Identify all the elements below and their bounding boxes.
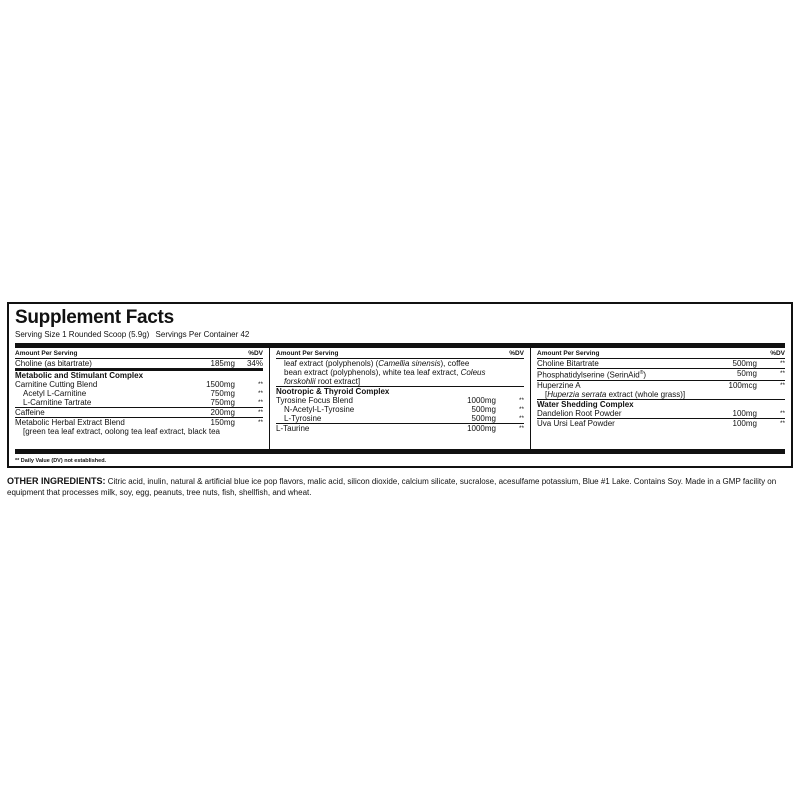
nutrient-dv: ** [779,409,785,417]
facts-columns [15,348,785,449]
nutrient-amount: 100mg [732,418,757,428]
nutrient-dv: ** [518,397,524,404]
header-dv: %DV [509,350,524,357]
nutrient-name: L-Carnitine Tartrate [23,398,92,407]
nutrient-amount: 200mg [210,408,235,417]
nutrient-row-l-tyrosine [276,414,524,424]
nutrient-amount: 500mg [471,414,496,423]
nutrient-amount: 185mg [210,359,235,368]
text-fragment: [ [545,389,548,399]
column-header [276,350,524,359]
nutrient-name: Huperzine A [537,380,581,390]
header-dv: %DV [248,350,263,357]
nutrient-row-phosphatidylserine [537,369,785,381]
nutrient-row-uva-ursi [537,419,785,428]
header-amount: Amount Per Serving [276,350,339,357]
nutrient-row-huperzine [537,381,785,390]
text-fragment: Phosphatidylserine (SerinAid [537,370,640,380]
nutrient-row-carnitine-tartrate [15,398,263,408]
other-ingredients-text: Citric acid, inulin, natural & artificial blue ice pop flavors, malic acid, silicon dioxide, calcium silicate, sucralose, acesulfame potassium, Blue #1 Lake. Contains Soy. Made in a GMP facility on equipment that processes milk, soy, egg, peanuts, tree nuts, fish, shellfish, and wheat. [7,477,777,497]
header-amount: Amount Per Serving [537,350,600,357]
nutrient-row-acetyl-carnitine [15,389,263,398]
nutrient-name: L-Tyrosine [284,414,322,423]
section-heading-water [537,400,785,409]
nutrient-dv: ** [779,381,785,389]
nutrient-amount: 750mg [210,398,235,407]
supplement-facts-title: Supplement Facts [15,307,174,328]
thick-divider-bottom [15,449,785,454]
nutrient-dv: ** [257,409,263,416]
nutrient-amount: 500mg [471,405,496,414]
nutrient-dv: ** [518,425,524,432]
other-ingredients [7,476,793,498]
nutrient-amount: 1500mg [206,380,235,389]
nutrient-name: Metabolic Herbal Extract Blend [15,418,125,427]
column-header [537,350,785,359]
nutrient-dv: ** [257,381,263,388]
nutrient-row-caffeine [15,408,263,418]
nutrient-amount: 1000mg [467,424,496,433]
nutrient-dv: ** [518,406,524,413]
nutrient-amount: 50mg [736,369,757,378]
continued-line-1 [284,359,524,368]
herbal-blend-continued [276,359,524,387]
section-title: Metabolic and Stimulant Complex [15,371,144,380]
nutrient-row-tyrosine-blend [276,396,524,405]
latin-name: Huperzia serrata [547,389,607,399]
nutrient-row-l-taurine [276,424,524,433]
nutrient-row-choline-bitartrate [537,359,785,369]
nutrient-name: Dandelion Root Powder [537,408,622,418]
text-fragment: extract (whole grass)] [608,389,686,399]
nutrient-dv: 34% [246,359,263,368]
latin-name: forskohlii [284,377,316,386]
nutrient-row-nac-tyrosine [276,405,524,414]
dv-footnote: ** Daily Value (DV) not established. [15,458,107,464]
serving-info [15,330,785,340]
section-heading-nootropic [276,387,524,396]
nutrient-amount: 750mg [210,389,235,398]
nutrient-name: Tyrosine Focus Blend [276,396,353,405]
herbal-blend-description: [green tea leaf extract, oolong tea leaf extract, black tea [23,427,221,436]
nutrient-dv: ** [779,419,785,427]
facts-column-2 [269,348,530,449]
supplement-facts-panel [7,302,793,468]
nutrient-name: Carnitine Cutting Blend [15,380,98,389]
nutrient-amount: 100mg [732,408,757,418]
serving-size: Serving Size 1 Rounded Scoop (5.9g) [15,330,150,339]
text-fragment: ) [643,370,647,380]
latin-name: Coleus [460,368,486,377]
section-title: Water Shedding Complex [537,399,634,409]
nutrient-amount: 500mg [732,359,757,368]
nutrient-row-dandelion [537,409,785,419]
nutrient-dv: ** [257,399,263,406]
registered-mark: ® [639,370,644,376]
other-ingredients-label: OTHER INGREDIENTS: [7,476,106,486]
nutrient-dv: ** [518,415,524,422]
section-title: Nootropic & Thyroid Complex [276,387,390,396]
nutrient-name: Caffeine [15,408,45,417]
nutrient-row-herbal-blend [15,418,263,427]
column-header [15,350,263,359]
nutrient-name: Choline (as bitartrate) [15,359,92,368]
text-fragment: leaf extract (polyphenols) ( [284,359,379,368]
continued-line-2 [284,368,524,377]
nutrient-dv: ** [257,419,263,426]
nutrient-dv: ** [257,390,263,397]
nutrient-name [537,369,707,380]
nutrient-dv: ** [779,360,785,367]
text-fragment: bean extract (polyphenols), white tea leaf extract, [284,368,459,377]
nutrient-name: Acetyl L-Carnitine [23,389,87,398]
nutrient-name: Uva Ursi Leaf Powder [537,418,615,428]
nutrient-amount: 150mg [210,418,235,427]
latin-name: Camellia sinensis [378,359,441,368]
nutrient-row-choline [15,359,263,371]
section-heading-metabolic [15,371,263,380]
nutrient-amount: 1000mg [467,396,496,405]
facts-column-3 [530,348,785,449]
facts-column-1 [15,348,269,449]
nutrient-amount: 100mcg [728,380,757,390]
nutrient-name: N-Acetyl-L-Tyrosine [284,405,355,414]
header-dv: %DV [770,350,785,357]
continued-line-3 [284,377,524,386]
nutrient-dv: ** [779,370,785,377]
nutrient-row-carnitine-blend [15,380,263,389]
nutrient-name: Choline Bitartrate [537,359,599,368]
text-fragment: ), coffee [440,359,470,368]
huperzine-description [537,390,785,400]
nutrient-name: L-Taurine [276,424,310,433]
text-fragment: root extract] [317,377,361,386]
header-amount: Amount Per Serving [15,350,78,357]
servings-per-container: Servings Per Container 42 [155,330,250,339]
